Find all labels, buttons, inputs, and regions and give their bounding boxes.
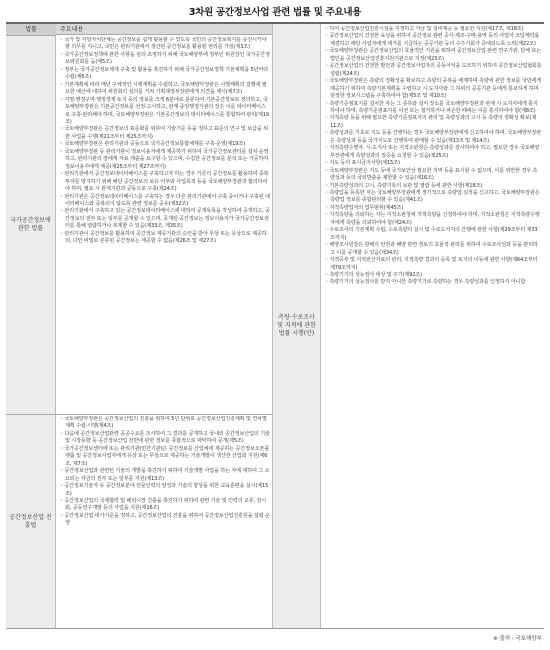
content-item: ◦ 해양조사원장은 항해의 안전과 해양 관련 정보의 효율적 관리를 위하여 수로조사성과 등을 관리하고 이를 공개할 수 있음(제34조) bbox=[325, 242, 542, 257]
content-item: ◦ 공간정보산업 대가기준을 정하고, 공간정보산업의 진흥을 위하여 공간정보산업진흥원을 설립·운영 bbox=[60, 513, 270, 528]
header-content: 주요내용 bbox=[56, 24, 272, 35]
content-item: ◦ 국토해양부장관은 관리기관과 공동으로 국가공간정보통합체계를 구축·운영(제19조) bbox=[60, 141, 270, 148]
content-item: ◦ 측량업을 등록한 자는 국토해양부장관에게 정기적으로 측량업 실적을 신고하고, 국토해양부장관은 측량업 정보를 종합관리할 수 있음(제41조) bbox=[325, 190, 542, 205]
content-item: ◦ 지적측량 등을 위해 필요한 측량기준점표지의 관리 및 측량성과의 고시 등 측량의 정확성 확보(제11조) bbox=[325, 115, 542, 130]
content-item: ◦ 공간정보산업과 관련된 기술의 개발을 촉진하기 위하여 기술개발 사업을 하는 자에 대하여 그 소요되는 자금의 전부 또는 일부를 지원(제13조) bbox=[60, 468, 270, 483]
law-name-spatial-info: 국가공간정보에 관한 법률 bbox=[6, 36, 56, 414]
content-item: ◦ 관리기관에서 구축하고 있는 공간정보데이터베이스에 대하여 공개목록을 작성하여 공개하고, 공간정보의 전부 또는 일부를 공개할 수 있으며, 공개된 공간정보는 정보이용자가 국가공간정보센터를 통해 열람하거나 복제할 수 있음(제33조, 제35조) bbox=[60, 208, 270, 230]
right-column bbox=[273, 24, 544, 628]
content-item: ◦ 공간정보산업의 건전한 발전과 공간정보사업자의 공동이익을 도모하기 위하여 공간정보산업협회를 설립(제24조) bbox=[325, 63, 542, 78]
content-item: ◦ 관리기관은 공간정보데이터베이스를 구축하는 경우 다른 관리기관에서 구축 중이거나 구축된 데이터베이스와 중복되지 않도록 관련 정보를 공유(제32조) bbox=[60, 194, 270, 209]
content-item: ◦ 국가공간정보정책에 관한 사항을 심의·조정하기 위해 국토해양부에 정부인 위원장인 국가공간정보위원회를 둠(제5조) bbox=[60, 52, 270, 67]
content-survey bbox=[325, 26, 542, 626]
content-item: ◦ 관리기관이 공간정보를 활용하여 공간정보 제공기관의 승인을 받아 무상 또는 유상으로 제공하되, 다만 비밀로 분류된 공간정보는 제공할 수 없음(제26조 및 제27조) bbox=[60, 231, 270, 246]
content-item: ◦ 공간정보기술자 등 공간정보분야 전문인력의 양성과 기술의 향상을 위한 교육훈련을 실시(제15조) bbox=[60, 483, 270, 498]
content-item: ◦ 수로조사의 기본계획 수립, 수로측량의 실시 및 수로도서지의 간행에 관한 사항(제29조부터 제33조까지) bbox=[325, 227, 542, 242]
content-item: ◦ 국토해양부장관은 지도 등에 국가보안상 필요한 지역 등을 표시할 수 없으며, 이를 위반한 경우 측량성과 등의 국외반출을 제한할 수 있음(제16조) bbox=[325, 168, 542, 183]
content-item: ◦ 국가공간정보센터에 또는 관리기관(민간기관)은 공간정보를 산업체에 제공하는 공간정보오픈플랫폼 및 공간정보사업자에게 유상 또는 무상으로 제공하는 기술개발이 생산한 산업화 지원(제6조, 제7조) bbox=[60, 446, 270, 468]
content-item: ◦ 지적공부 및 지적전산자료의 관리, 지적측량 결과의 등록 및 토지의 이동에 관한 사항(제64조부터 제79조까지) bbox=[325, 257, 542, 272]
content-item: ◦ 공간정보산업의 국제협력 및 해외시장 진출을 촉진하기 위하여 관련 기술 및 인력의 교류, 전시회, 공동연구개발 등의 사업을 지원(제16조) bbox=[60, 498, 270, 513]
content-item: ◦ 측량기기의 성능검사를 받지 아니한 측량기기로 측량하는 경우 측량성과를 인정하지 아니함 bbox=[325, 279, 542, 286]
content-spatial-info bbox=[60, 37, 270, 414]
law-table bbox=[6, 22, 544, 629]
content-item: ◦ 국가 및 지방자치단체는 공간정보를 쉽게 활용할 수 있도록 국민의 공간정보복지를 증진시키야 할 의무를 지니고, 국민은 관리기관에서 생산된 공간정보를 활용할 권리를 가짐(제3조) bbox=[60, 37, 270, 52]
content-item: ◦ 관리기관에서 공간정보데이터베이스를 구축하고자 하는 경우 기존의 공간정보를 활용하여 중복투자를 방지하기 위해 해당 공간정보의 보유 여부와 사업목적 등을 국토해양부장관과 협의하여야 하며, 필요 시 관계기관과 공동으로 구축(제24조) bbox=[60, 171, 270, 193]
content-item: ◦ 측량성과를 기초로 지도 등을 간행하는 경우 국토해양부장관에게 신고하여야 하며, 국토해양부장관은 측량성과 등을 국가지도로 간행하여 판매할 수 있음(제13조 및 제14조) bbox=[325, 130, 542, 145]
source-note: ※ 출처 : 국토해양부 bbox=[493, 636, 542, 642]
content-item: ◦ 측량기준점표지를 설치한 자는 그 종류와 설치 장소를 국토해양부장관과 관계 시·도지사에게 통지하여야 하며, 측량기준점표지를 이전 또는 철거하거나 파손한 때에는 이를 통지하여야 함(제8조) bbox=[325, 101, 542, 116]
header-law: 법률 bbox=[6, 24, 56, 36]
content-item: ◦ 공간정보산업의 건전한 육성을 위하여 공간정보 관련 공사·제조·구매·용역 등의 사업자 조달계약을 체결하고 해당 사업자에게 대가를 지급하는 공공기관 등의 수주기회가 증대되도록 노력(제22조) bbox=[325, 33, 542, 48]
content-item: ◦ 측량기기의 성능검사 대상 및 주기(제92조) bbox=[325, 272, 542, 279]
content-item: ◦ 정부는 국가공간정보체계 구축 및 활용을 촉진하기 위해 국가공간정보정책 기본계획을 5년마다 수립(제6조) bbox=[60, 67, 270, 82]
content-item: ◦ 지명·행정구역·행정경계·토지 등의 정보를 크게 6분야로 분류하여 기본공간정보로 정의하고, 국토해양부장관은 기본공간정보를 선정·고시하고, 관계 중앙행정기관의 장은 이를 데이터베이스로 구축·관리해야 하며, 국토해양부장관은 기본공간정보의 데이터베이스를 통합하여 관리(제19조) bbox=[60, 97, 270, 127]
content-industry bbox=[60, 416, 270, 627]
content-item: ◦ 다음에 공간정보산업관련 공공수요를 조사하여 그 결과를 공개하고 국내외 공간정보산업의 기술 및 시장동향 등 공간정보산업 전반에 관한 정보를 종합적으로 파악하여 공개(제5조) bbox=[60, 431, 270, 446]
content-item: ◦ 국토해양부장관은 공간정보산업의 진흥을 위하여 5년 단위로 공간정보산업진흥계획 및 연차별계획 수립·시행(제4조) bbox=[60, 416, 270, 431]
content-item: ◦ 지적측량수행자, 시·도지사 또는 지적소관청은 측량성과를 검사하여야 하고, 필요한 경우 국토해양부장관에게 측량성과의 검증을 요청할 수 있음(제25조) bbox=[325, 145, 542, 160]
page-title: 3차원 공간정보사업 관련 법률 및 주요내용 bbox=[188, 7, 362, 18]
content-item: ◦ 지적측량업자의 업무범위(제45조) bbox=[325, 205, 542, 212]
content-item: ◦ 지도 등의 표시금지사항(제15조) bbox=[325, 160, 542, 167]
law-name-industry: 공간정보산업 진흥법 bbox=[6, 415, 56, 628]
content-item: ◦ 국토해양부장관은 공간정보의 표준화를 위하여 기술기준 등을 정하고 표준의 연구 및 보급을 위한 사업을 수행(제21조부터 제25조까지) bbox=[60, 126, 270, 141]
content-item: ◦ 기본계획에 따라 매년 구체적인 시행계획을 수립하고, 국토해양부장관은 시행계획의 집행에 필요한 예산에 대하여 위원회의 심의를 거쳐 기획재정부장관에게 의견을 제시(제7조) bbox=[60, 82, 270, 97]
content-item: ◦ 국토해양부장관 등 관리기관이 정보이용자에게 제공하기 위하여 국가공간정보센터를 설치·운영하고, 관리기관의 장에게 자료 제출을 요구할 수 있으며, 수집한 공간정보를 분석 또는 가공하여 정보이용자에게 제공(제25조부터 제27조까지) bbox=[60, 149, 270, 171]
law-name-survey: 측량·수로조사 및 지적에 관한 법률 시행(안) bbox=[273, 24, 321, 628]
content-item: ◦ 기본측량성과의 고시, 측량기록의 보관 및 열람 등에 관한 사항(제18조) bbox=[325, 183, 542, 190]
content-item: ◦ 국토해양부장관은 공간정보산업의 효율적인 지원을 위하여 공간정보산업 관련 연구기관, 단체 또는 법인을 공간정보산업진흥지원기관으로 지정(제23조) bbox=[325, 48, 542, 63]
content-item: ◦ 지적측량을 의뢰하는 자는 지적소관청에 지적측량을 신청하여야 하며, 지적소관청은 지적측량수행자에게 측량을 의뢰하여야 함(제24조) bbox=[325, 212, 542, 227]
left-column bbox=[6, 24, 272, 628]
content-item: ◦ 국토해양부장관은 측량의 정확성을 확보하고 측량의 중복을 배제하며 측량에 관한 정보를 국민에게 제공하기 위하여 측량기본계획을 수립하고 시·도지사와 그 하위의 공공기관 등에게 통보하게 하며 일정한 정보시스템을 구축하여야 함(제5조 및 제10조) bbox=[325, 78, 542, 100]
content-item: ◦ 하여 공간정보산업진흥시설을 지정하고 자금 및 설비제공 등 필요한 지원(제17조, 제18조) bbox=[325, 26, 542, 33]
